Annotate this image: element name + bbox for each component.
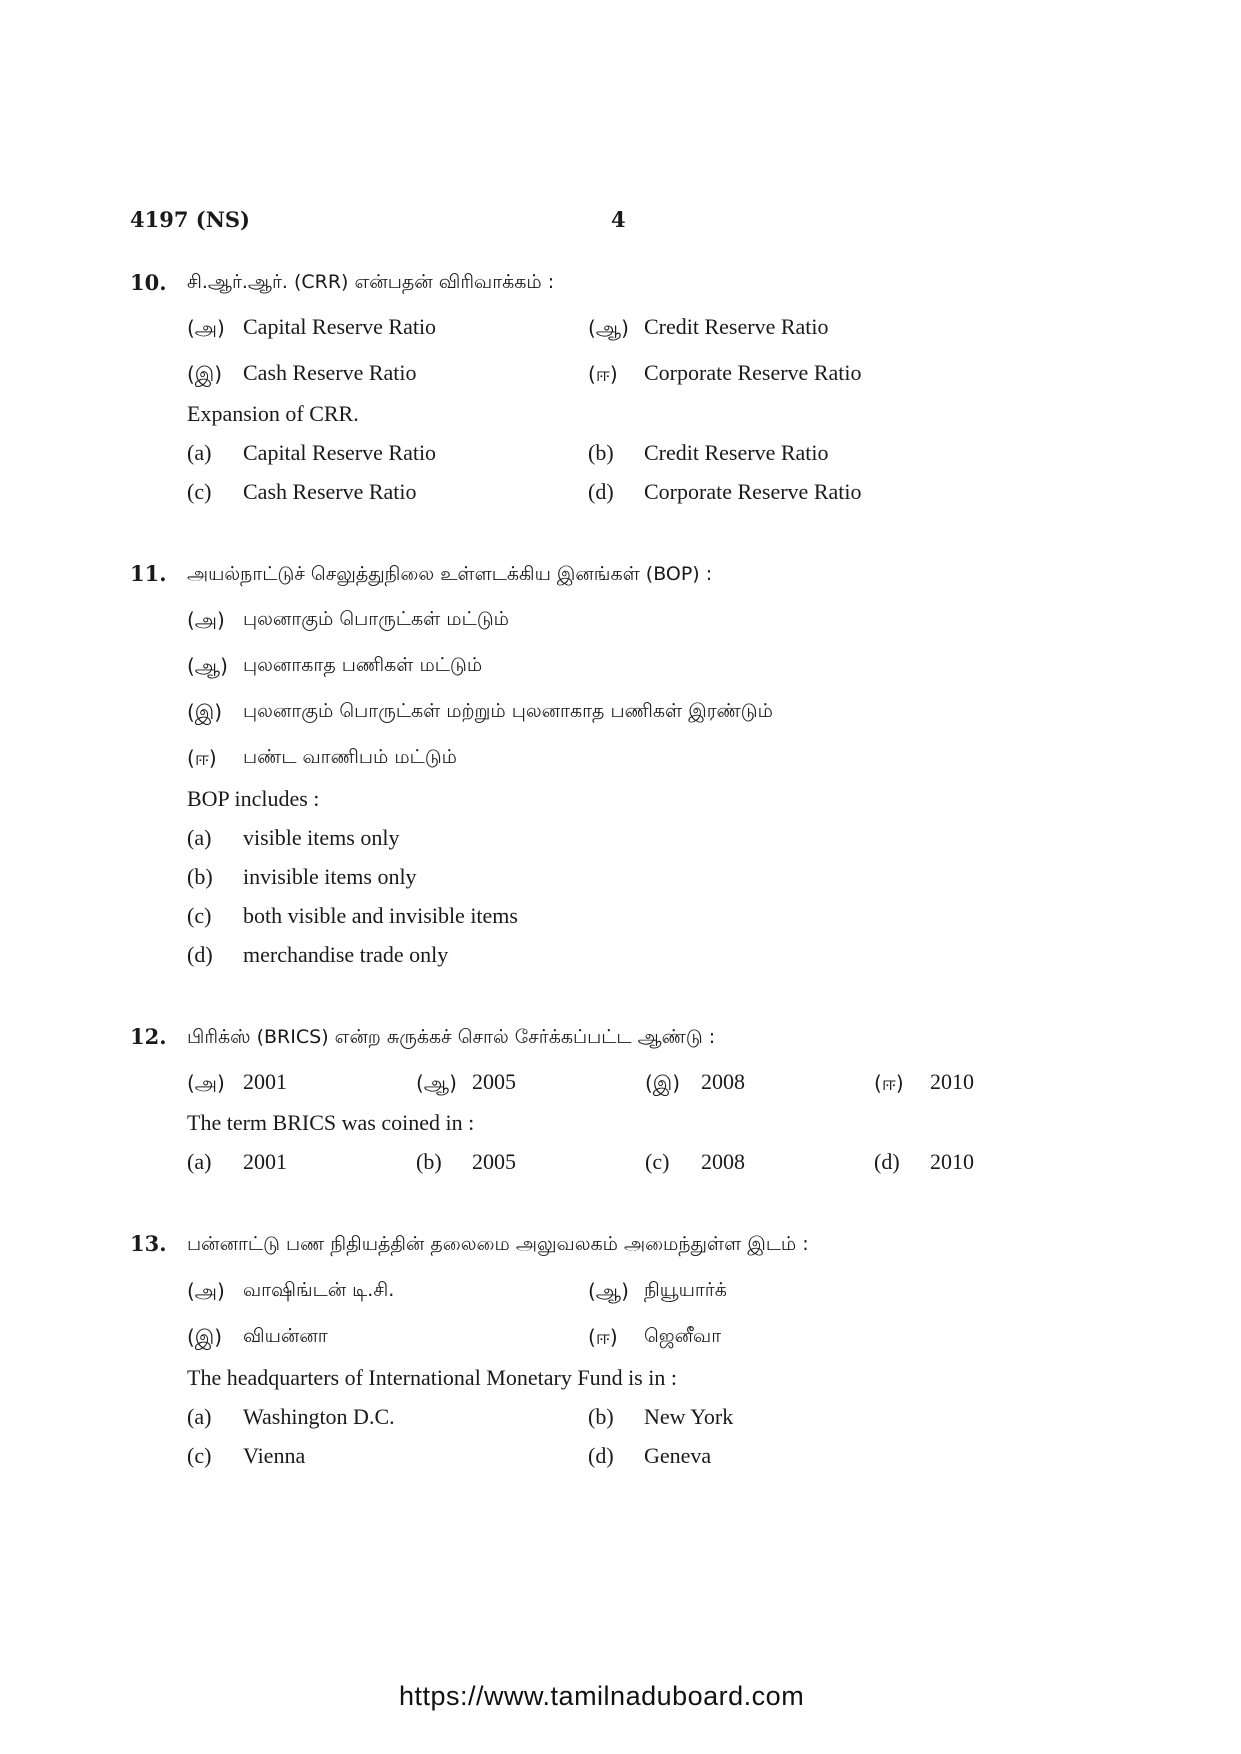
- option-text: both visible and invisible items: [243, 903, 518, 928]
- option-mark: (c): [187, 479, 212, 504]
- option-mark: (d): [588, 479, 614, 504]
- option-mark: (d): [187, 942, 213, 967]
- option-mark: (c): [187, 903, 212, 928]
- option-text: Cash Reserve Ratio: [243, 479, 417, 504]
- option-mark: (a): [187, 825, 212, 850]
- option-text: பண்ட வாணிபம் மட்டும்: [243, 746, 457, 768]
- question-number: 11.: [130, 561, 167, 586]
- option-text: வியன்னா: [243, 1325, 328, 1347]
- option-mark: (அ): [187, 1071, 225, 1095]
- english-question: The headquarters of International Monetary Fund is in :: [187, 1365, 677, 1390]
- option-mark: (இ): [187, 362, 223, 386]
- tamil-question: அயல்நாட்டுச் செலுத்துநிலை உள்ளடக்கிய இனங்கள் (BOP) :: [187, 563, 713, 585]
- question-number: 10.: [130, 270, 167, 295]
- option-mark: (c): [187, 1443, 212, 1468]
- option-text: Capital Reserve Ratio: [243, 440, 437, 465]
- option-mark: (இ): [187, 1325, 223, 1349]
- option-mark: (b): [416, 1149, 442, 1174]
- option-mark: (ஆ): [588, 1279, 629, 1303]
- option-mark: (b): [588, 440, 614, 465]
- option-text: ஜெனீவா: [644, 1325, 722, 1347]
- page-number: 4: [611, 207, 626, 232]
- option-mark: (ஆ): [416, 1071, 457, 1095]
- option-text: புலனாகும் பொருட்கள் மட்டும்: [243, 608, 509, 630]
- tamil-question: சி.ஆர்.ஆர். (CRR) என்பதன் விரிவாக்கம் :: [187, 271, 555, 293]
- option-mark: (ஈ): [588, 1325, 618, 1349]
- option-text: Vienna: [243, 1443, 306, 1468]
- exam-code: 4197 (NS): [130, 207, 250, 232]
- english-question: The term BRICS was coined in :: [187, 1110, 475, 1135]
- option-text: 2005: [472, 1149, 516, 1174]
- option-text: 2008: [701, 1149, 745, 1174]
- option-text: நியூயார்க்: [644, 1279, 727, 1301]
- question-number: 13.: [130, 1231, 167, 1256]
- english-question: BOP includes :: [187, 786, 320, 811]
- tamil-question: பிரிக்ஸ் (BRICS) என்ற சுருக்கச் சொல் சேர்க்கப்பட்ட ஆண்டு :: [187, 1026, 716, 1048]
- option-mark: (இ): [645, 1071, 681, 1095]
- option-mark: (d): [874, 1149, 900, 1174]
- option-mark: (அ): [187, 1279, 225, 1303]
- option-mark: (ஈ): [588, 362, 618, 386]
- option-text: Corporate Reserve Ratio: [644, 360, 862, 385]
- option-text: புலனாகாத பணிகள் மட்டும்: [243, 654, 483, 676]
- option-mark: (c): [645, 1149, 670, 1174]
- option-mark: (a): [187, 1404, 212, 1429]
- option-text: 2008: [701, 1069, 745, 1094]
- option-mark: (b): [588, 1404, 614, 1429]
- footer-url[interactable]: https://www.tamilnaduboard.com: [399, 1681, 805, 1711]
- option-mark: (ஆ): [588, 316, 629, 340]
- option-mark: (ஈ): [187, 746, 217, 770]
- option-text: 2010: [930, 1069, 974, 1094]
- option-text: invisible items only: [243, 864, 417, 889]
- option-text: New York: [644, 1404, 734, 1429]
- option-mark: (அ): [187, 316, 225, 340]
- option-text: Credit Reserve Ratio: [644, 314, 829, 339]
- option-text: 2010: [930, 1149, 974, 1174]
- option-mark: (ஆ): [187, 654, 228, 678]
- option-text: 2005: [472, 1069, 516, 1094]
- option-text: 2001: [243, 1069, 287, 1094]
- option-mark: (ஈ): [874, 1071, 904, 1095]
- option-text: Credit Reserve Ratio: [644, 440, 829, 465]
- option-text: வாஷிங்டன் டி.சி.: [243, 1279, 395, 1301]
- option-mark: (அ): [187, 608, 225, 632]
- english-question: Expansion of CRR.: [187, 401, 359, 426]
- option-mark: (a): [187, 1149, 212, 1174]
- option-text: புலனாகும் பொருட்கள் மற்றும் புலனாகாத பணிகள் இரண்டும்: [243, 700, 773, 722]
- option-mark: (a): [187, 440, 212, 465]
- option-mark: (இ): [187, 700, 223, 724]
- option-text: Cash Reserve Ratio: [243, 360, 417, 385]
- option-mark: (b): [187, 864, 213, 889]
- option-text: visible items only: [243, 825, 400, 850]
- option-text: merchandise trade only: [243, 942, 449, 967]
- option-text: Geneva: [644, 1443, 712, 1468]
- option-text: Capital Reserve Ratio: [243, 314, 437, 339]
- option-text: Corporate Reserve Ratio: [644, 479, 862, 504]
- option-text: 2001: [243, 1149, 287, 1174]
- option-text: Washington D.C.: [243, 1404, 395, 1429]
- question-number: 12.: [130, 1024, 167, 1049]
- tamil-question: பன்னாட்டு பண நிதியத்தின் தலைமை அலுவலகம் அமைந்துள்ள இடம் :: [187, 1233, 809, 1255]
- option-mark: (d): [588, 1443, 614, 1468]
